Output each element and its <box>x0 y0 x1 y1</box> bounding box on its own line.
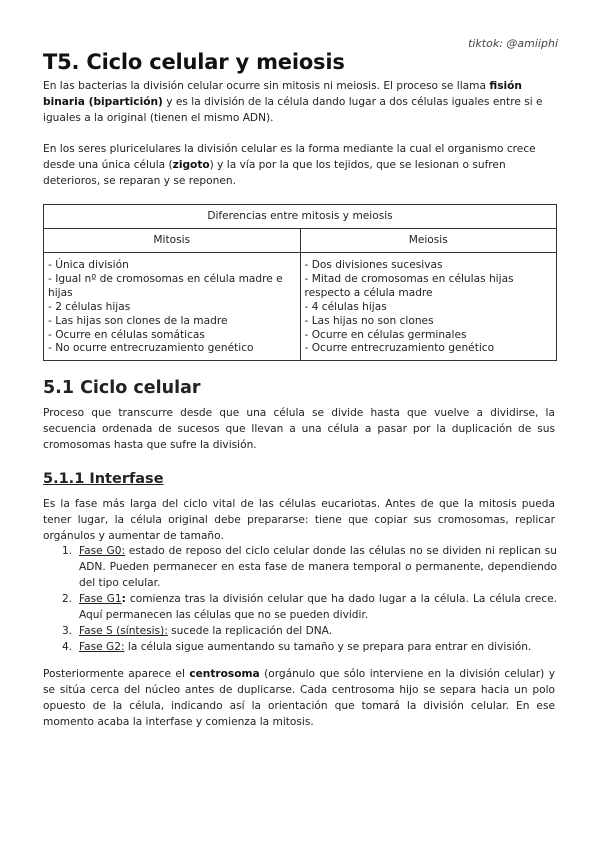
mitosis-item: - Igual nº de cromosomas en célula madre e hijas <box>48 272 283 299</box>
meiosis-item: - Ocurre entrecruzamiento genético <box>304 342 495 355</box>
intro-paragraph-2 <box>43 141 555 189</box>
intro-p1-text-c: y es la división de la célula dando lugar a dos células iguales entre si e iguales a la original (tienen el mismo ADN). <box>43 96 543 124</box>
phase-list <box>43 543 557 655</box>
phase-term: Fase G0: <box>79 545 126 557</box>
section-5-1-paragraph: Proceso que transcurre desde que una célula se divide hasta que vuelve a dividirse, la secuencia ordenada de sucesos que llevan a una célula a pasar por la duplicación de sus cromosomas hasta que sufre la división. <box>43 407 555 451</box>
list-number: 2. <box>62 593 73 605</box>
intro-p1-bold-term: fisión binaria (bipartición) <box>43 80 522 108</box>
meiosis-item: - Mitad de cromosomas en células hijas respecto a célula madre <box>304 272 514 299</box>
phase-list-item <box>43 639 557 655</box>
list-number: 3. <box>62 625 73 637</box>
mitosis-item: - Ocurre en células somáticas <box>48 328 205 341</box>
section-5-1-1-paragraph: Es la fase más larga del ciclo vital de las células eucariotas. Antes de que la mitosis pueda tener lugar, la célula original debe prepararse: tiene que copiar sus cromosomas, replicar orgánulos y aumentar de tamaño. <box>43 498 555 542</box>
watermark-text: tiktok: @amiiphi <box>468 37 558 50</box>
phase-term-colon: : <box>121 593 126 605</box>
centrosome-text-a: Posteriormente aparece el <box>43 668 190 680</box>
meiosis-item: - Ocurre en células germinales <box>304 328 467 341</box>
mitosis-item: - 2 células hijas <box>48 300 131 313</box>
centrosome-text-c: (orgánulo que sólo interviene en la división celular) y se sitúa cerca del núcleo antes de duplicarse. Cada centrosoma hijo se separa hacia un polo opuesto de la célula, indicando así la orientación que tomará la división celular. En ese momento acaba la interfase y comienza la mitosis. <box>43 668 555 728</box>
column-header-mitosis: Mitosis <box>44 229 301 253</box>
phase-term: Fase S (síntesis): <box>79 625 168 637</box>
phase-description: estado de reposo del ciclo celular donde las células no se dividen ni replican su ADN. Pueden permanecer en esta fase de manera temporal o permanente, dependiendo del tipo celular. <box>79 545 557 589</box>
table-caption: Diferencias entre mitosis y meiosis <box>44 205 557 229</box>
centrosome-paragraph <box>43 666 555 730</box>
list-number: 1. <box>62 545 73 557</box>
phase-list-item <box>43 543 557 591</box>
column-header-meiosis: Meiosis <box>300 229 557 253</box>
page-title: T5. Ciclo celular y meiosis <box>43 50 345 74</box>
phase-term: Fase G1 <box>79 593 122 605</box>
intro-p2-text-c: ) y la vía por la que los tejidos, que se lesionan o sufren deterioros, se reparan y se reponen. <box>43 159 506 187</box>
meiosis-item: - 4 células hijas <box>304 300 387 313</box>
list-number: 4. <box>62 641 73 653</box>
phase-term: Fase G2: <box>79 641 125 653</box>
phase-list-item <box>43 591 557 623</box>
phase-description: sucede la replicación del DNA. <box>167 625 333 637</box>
phase-description: la célula sigue aumentando su tamaño y se prepara para entrar en división. <box>124 641 532 653</box>
phase-list-item <box>43 623 557 639</box>
intro-p1-text-a: En las bacterias la división celular ocurre sin mitosis ni meiosis. El proceso se llama <box>43 80 490 92</box>
phase-description: comienza tras la división celular que ha dado lugar a la célula. La célula crece. Aquí permanecen las células que no se pueden dividir. <box>79 593 558 621</box>
meiosis-cell <box>300 253 557 361</box>
intro-paragraph-1 <box>43 78 555 126</box>
comparison-table <box>43 204 557 361</box>
mitosis-item: - No ocurre entrecruzamiento genético <box>48 342 254 355</box>
intro-p2-text-a: En los seres pluricelulares la división celular es la forma mediante la cual el organismo crece desde una única célula ( <box>43 143 536 171</box>
centrosome-bold-term: centrosoma <box>189 668 260 680</box>
section-heading-5-1-1: 5.1.1 Interfase <box>43 471 164 487</box>
section-heading-5-1: 5.1 Ciclo celular <box>43 378 201 398</box>
intro-p2-bold-term: zigoto <box>172 159 210 171</box>
mitosis-item: - Las hijas son clones de la madre <box>48 314 228 327</box>
meiosis-item: - Dos divisiones sucesivas <box>304 259 443 271</box>
meiosis-item: - Las hijas no son clones <box>304 314 434 327</box>
mitosis-item: - Única división <box>48 259 129 271</box>
mitosis-cell <box>44 253 301 361</box>
